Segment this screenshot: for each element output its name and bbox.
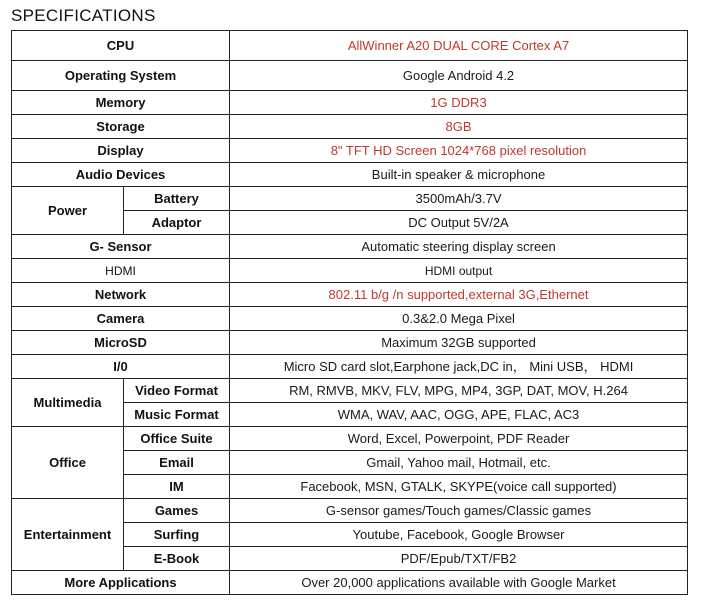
table-row-gsensor	[12, 235, 688, 259]
row-value: DC Output 5V/2A	[230, 211, 688, 235]
row-label: HDMI	[12, 259, 230, 283]
table-row-camera	[12, 307, 688, 331]
row-label: Display	[12, 139, 230, 163]
row-label: Memory	[12, 91, 230, 115]
row-sublabel: E-Book	[124, 547, 230, 571]
row-label: Camera	[12, 307, 230, 331]
row-value: Gmail, Yahoo mail, Hotmail, etc.	[230, 451, 688, 475]
group-label-entertainment: Entertainment	[12, 499, 124, 571]
row-label: CPU	[12, 31, 230, 61]
row-value: Youtube, Facebook, Google Browser	[230, 523, 688, 547]
row-value: Google Android 4.2	[230, 61, 688, 91]
row-value: 8" TFT HD Screen 1024*768 pixel resolution	[230, 139, 688, 163]
row-sublabel: Games	[124, 499, 230, 523]
table-row-audio	[12, 163, 688, 187]
row-sublabel: Battery	[124, 187, 230, 211]
row-label: MicroSD	[12, 331, 230, 355]
row-value: 8GB	[230, 115, 688, 139]
row-value: G-sensor games/Touch games/Classic games	[230, 499, 688, 523]
row-value: WMA, WAV, AAC, OGG, APE, FLAC, AC3	[230, 403, 688, 427]
row-value: HDMI output	[230, 259, 688, 283]
row-value: Maximum 32GB supported	[230, 331, 688, 355]
table-row-storage	[12, 115, 688, 139]
row-value: 3500mAh/3.7V	[230, 187, 688, 211]
row-value: Over 20,000 applications available with Google Market	[230, 571, 688, 595]
row-label: G- Sensor	[12, 235, 230, 259]
spec-table	[11, 30, 688, 595]
row-value: AllWinner A20 DUAL CORE Cortex A7	[230, 31, 688, 61]
table-row-games	[12, 499, 688, 523]
table-row-hdmi	[12, 259, 688, 283]
row-value: RM, RMVB, MKV, FLV, MPG, MP4, 3GP, DAT, MOV, H.264	[230, 379, 688, 403]
table-row-display	[12, 139, 688, 163]
row-label: More Applications	[12, 571, 230, 595]
row-label: Network	[12, 283, 230, 307]
row-value: Facebook, MSN, GTALK, SKYPE(voice call supported)	[230, 475, 688, 499]
table-row-office-suite	[12, 427, 688, 451]
row-sublabel: Email	[124, 451, 230, 475]
table-row-more-applications	[12, 571, 688, 595]
row-sublabel: Adaptor	[124, 211, 230, 235]
row-value: 802.11 b/g /n supported,external 3G,Ethernet	[230, 283, 688, 307]
group-label-power: Power	[12, 187, 124, 235]
row-label: I/0	[12, 355, 230, 379]
row-label: Operating System	[12, 61, 230, 91]
row-value: Micro SD card slot,Earphone jack,DC in， Mini USB， HDMI	[230, 355, 688, 379]
row-value: 1G DDR3	[230, 91, 688, 115]
page-title: SPECIFICATIONS	[11, 6, 156, 25]
row-sublabel: Surfing	[124, 523, 230, 547]
table-row-video-format	[12, 379, 688, 403]
table-row-network	[12, 283, 688, 307]
row-value: 0.3&2.0 Mega Pixel	[230, 307, 688, 331]
table-row-microsd	[12, 331, 688, 355]
row-value: PDF/Epub/TXT/FB2	[230, 547, 688, 571]
table-row-cpu	[12, 31, 688, 61]
row-value: Word, Excel, Powerpoint, PDF Reader	[230, 427, 688, 451]
row-sublabel: Music Format	[124, 403, 230, 427]
table-row-io	[12, 355, 688, 379]
row-label: Audio Devices	[12, 163, 230, 187]
row-value: Automatic steering display screen	[230, 235, 688, 259]
group-label-multimedia: Multimedia	[12, 379, 124, 427]
row-label: Storage	[12, 115, 230, 139]
table-row-battery	[12, 187, 688, 211]
group-label-office: Office	[12, 427, 124, 499]
row-value: Built-in speaker & microphone	[230, 163, 688, 187]
row-sublabel: Video Format	[124, 379, 230, 403]
row-sublabel: IM	[124, 475, 230, 499]
table-row-memory	[12, 91, 688, 115]
row-sublabel: Office Suite	[124, 427, 230, 451]
table-row-os	[12, 61, 688, 91]
